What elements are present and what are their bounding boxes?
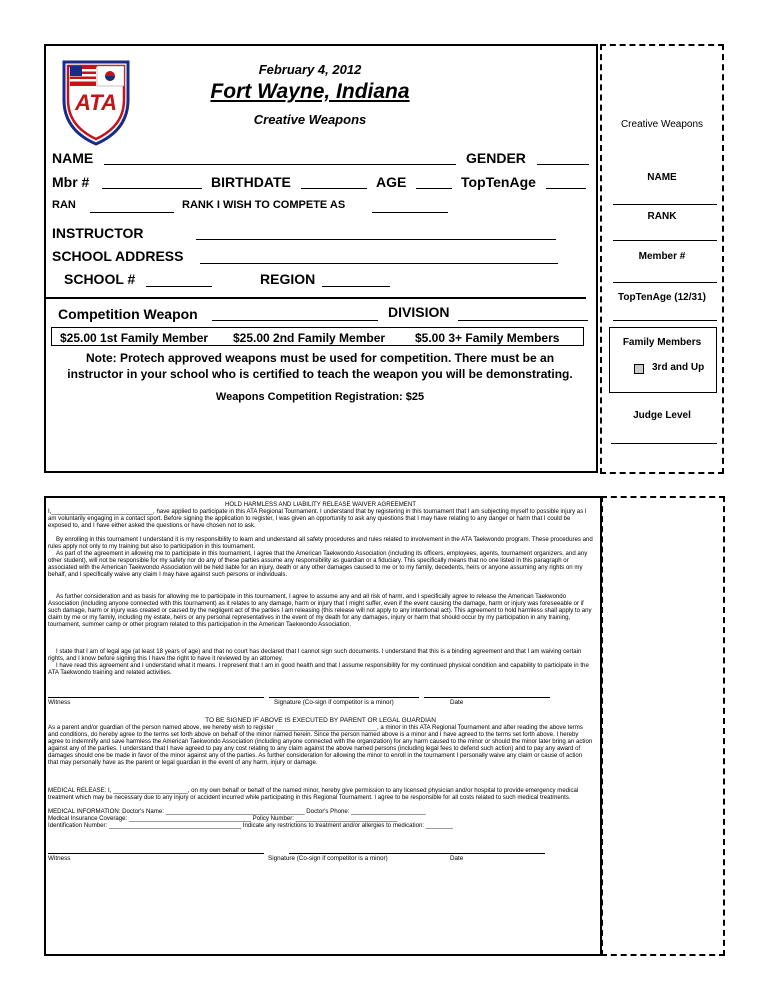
division-field[interactable] <box>458 320 588 321</box>
note-line-2: instructor in your school who is certified to teach the weapon you will be demonstrating. <box>67 367 573 381</box>
toptenage-label: TopTenAge <box>461 174 536 190</box>
waiver-p5: I state that I am of legal age (at least 18 years of age) and that no court has declared that I cannot sign such documents. I understand that this is a binding agreement and that I am waiving certain rights, and I know before signing this I have the right to have it reviewed by an attorney. <box>48 648 582 663</box>
waiver-side-stub <box>601 496 725 956</box>
school-num-field[interactable] <box>146 286 212 287</box>
ran-field[interactable] <box>90 212 174 213</box>
rank-compete-field[interactable] <box>372 212 448 213</box>
fee-second-member: $25.00 2nd Family Member <box>233 331 386 345</box>
stub-name-label: NAME <box>647 172 677 183</box>
region-label: REGION <box>260 271 316 287</box>
age-field[interactable] <box>416 188 452 189</box>
signature-label-2: Signature (Co-sign if competitor is a minor) <box>268 855 388 862</box>
fee-first-member: $25.00 1st Family Member <box>60 331 209 345</box>
guardian-p1: As a parent and/or guardian of the person named above, we hereby wish to register ______________________________, a minor in this ATA Regional Tournament and after reading the above terms and conditions, do hereby agree to the terms set forth above on behalf of the minor named herein. Since the person named above is a minor and I have agreed to the terms set forth above. I hereby agree to indemnify and save harmless the American Taekwondo Association (including anyone connected with the organization) for any harm caused to the minor or should the minor later bring an action against any of the parties. I understand that I have agreed to pay any cost relating to any claim against the above named persons (including legal fees to defend such action) and to pay any award of damages should one be made in favor of the minor against any of the parties. As further consideration for allowing the minor to enroll in the tournament I personally waive any claim or cause of action that may personally have as the parent or legal guardian in the event of any harm, injury or damage. <box>48 724 593 767</box>
stub-judge-field[interactable] <box>611 443 717 444</box>
stub-toptenage-label: TopTenAge (12/31) <box>618 292 706 303</box>
event-date: February 4, 2012 <box>258 62 362 77</box>
witness-label-1: Witness <box>48 699 71 706</box>
registration-fee: Weapons Competition Registration: $25 <box>215 391 425 403</box>
section-divider <box>46 297 586 299</box>
gender-label: GENDER <box>466 150 526 166</box>
school-address-field[interactable] <box>200 263 558 264</box>
fee-third-member: $5.00 3+ Family Members <box>415 331 560 345</box>
signature-line-2[interactable] <box>289 853 545 854</box>
stub-judge-label: Judge Level <box>633 410 691 421</box>
stub-name-field[interactable] <box>613 204 717 205</box>
competition-weapon-label: Competition Weapon <box>58 306 198 322</box>
waiver-p1: I,______________________________, have applied to participate in this ATA Regional Tournament. I understand that by registering in this tournament that I am subjecting myself to possible injury as I am voluntarily engaging in a contact sport. Before signing the application to register, I was given an opportunity to ask any questions that I may have relating to any danger or harm that I could be exposed to, and I have either asked the questions or have chosen not to ask. <box>48 508 587 530</box>
medical-release: MEDICAL RELEASE: I, ______________________, on my own behalf or behalf of the named minor, hereby give permission to any licensed physician and/or hospital to provide emergency medical treatment which may be necessary due to any injury or accident incurred while participating in this Regional Tournament. I agree to be responsible for all costs related to such medical treatments. <box>48 787 579 802</box>
waiver-p6: I have read this agreement and I understand what it means. I represent that I am in good health and that I assume responsibility for my continued physical condition and capability to participate in the ATA Taekwondo training and related activities. <box>48 662 589 677</box>
gender-field[interactable] <box>537 164 589 165</box>
name-field[interactable] <box>104 164 456 165</box>
stub-toptenage-field[interactable] <box>613 320 717 321</box>
stub-title: Creative Weapons <box>620 119 704 130</box>
waiver-p4: As further consideration and as basis for allowing me to participate in this tournament, I agree to assume any and all risk of harm, and I specifically agree to release the American Taekwondo Association (including anyone connected with this tournament) as it relates to any damage, harm or injury that I might suffer, even if the event causing the damage, harm or injury was foreseeable or if such damage, harm or injury was created or caused by the negligent act of the parties I am releasing (this release will not apply to any intentional act). This agreement to hold harmless shall apply to any claim by me or my family, including my estate, heirs or any personal representatives in the event of my death for any damages, injury or harm that should occur by my participation in any training, tournament, summer camp or other program related to this participation in the American Taekwondo Association. <box>48 593 592 629</box>
name-label: NAME <box>52 150 94 166</box>
rank-compete-label: RANK I WISH TO COMPETE AS <box>182 199 346 211</box>
date-line-1[interactable] <box>424 697 550 698</box>
school-address-label: SCHOOL ADDRESS <box>52 248 184 264</box>
mbr-label: Mbr # <box>52 174 90 190</box>
event-city: Fort Wayne, Indiana <box>210 80 410 103</box>
ran-label: RAN <box>52 199 76 211</box>
event-name: Creative Weapons <box>253 112 367 127</box>
birthdate-label: BIRTHDATE <box>211 174 291 190</box>
witness-label-2: Witness <box>48 855 71 862</box>
division-label: DIVISION <box>388 304 450 320</box>
stub-member-field[interactable] <box>613 282 717 283</box>
waiver-p3: As part of the agreement in allowing me to participate in this tournament, I agree that the American Taekwondo Association (including its officers, employees, agents, tournament organizers, and any other student), will not be responsible for my safety nor do any of these parties assume any responsibility as guardian or a fiduciary. This specifically means that no one listed in this paragraph or associated with the American Taekwondo Association will be held liable for an injury, death or any other damages caused to me or to my family, decedents, heirs or anyone assuming any rights on my behalf, and I specifically waive any claim I may have against such persons or individuals. <box>48 550 588 579</box>
third-up-checkbox[interactable] <box>634 364 644 374</box>
region-field[interactable] <box>322 286 390 287</box>
guardian-title: TO BE SIGNED IF ABOVE IS EXECUTED BY PARENT OR LEGAL GUARDIAN <box>205 717 436 724</box>
medical-information: MEDICAL INFORMATION: Doctor's Name: _________________________________________ Doctor's Phone: ______________________ <box>48 808 426 815</box>
birthdate-field[interactable] <box>301 188 367 189</box>
logo-text: ATA <box>75 90 117 115</box>
school-num-label: SCHOOL # <box>64 271 136 287</box>
stub-member-label: Member # <box>638 251 686 262</box>
date-label-1: Date <box>450 699 464 706</box>
competition-weapon-field[interactable] <box>212 320 378 321</box>
age-label: AGE <box>376 174 407 190</box>
instructor-field[interactable] <box>196 239 556 240</box>
toptenage-field[interactable] <box>546 188 586 189</box>
identification-number: Identification Number: _______________________________________ Indicate any restrictions to treatment and/or allergies to medication: ________ <box>48 822 453 829</box>
mbr-field[interactable] <box>102 188 202 189</box>
stub-family-label: Family Members <box>622 337 702 348</box>
stub-rank-field[interactable] <box>613 240 717 241</box>
instructor-label: INSTRUCTOR <box>52 225 144 241</box>
signature-label-1: Signature (Co-sign if competitor is a minor) <box>274 699 394 706</box>
date-label-2: Date <box>450 855 464 862</box>
witness-line-1[interactable] <box>48 697 264 698</box>
stub-rank-label: RANK <box>647 211 677 222</box>
medical-insurance: Medical Insurance Coverage: ____________________________________ Policy Number: ______________________________ <box>48 815 398 822</box>
waiver-p2: By enrolling in this tournament I understand it is my responsibility to learn and understand all safety procedures and rules related to involvement in the ATA Taekwondo program. These procedures and rules apply not only to my training but also to participation in this tournament. <box>48 536 593 551</box>
witness-line-2[interactable] <box>48 853 264 854</box>
waiver-title: HOLD HARMLESS AND LIABILITY RELEASE WAIVER AGREEMENT <box>225 501 416 508</box>
stub-third-up-label: 3rd and Up <box>652 362 705 373</box>
signature-line-1[interactable] <box>269 697 419 698</box>
note-line-1: Note: Protech approved weapons must be used for competition. There must be an <box>85 351 555 365</box>
